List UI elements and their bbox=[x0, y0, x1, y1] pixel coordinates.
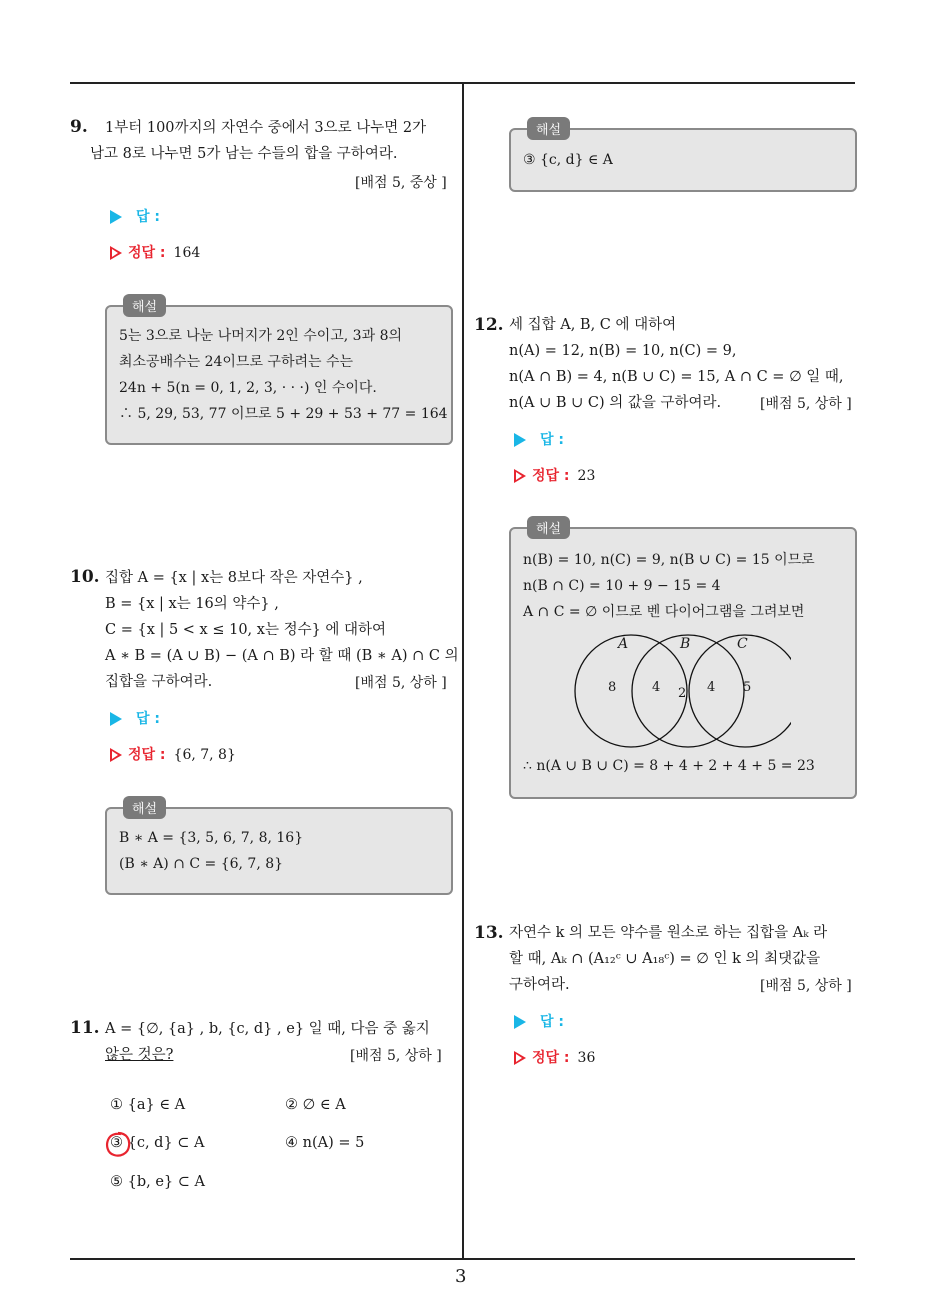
q10-number: 10. bbox=[70, 567, 100, 587]
q10-correct-value: {6, 7, 8} bbox=[173, 747, 236, 763]
q13-text-line3: 구하여라. bbox=[509, 977, 570, 993]
q13-correct-label: 정답 : bbox=[532, 1050, 570, 1066]
outline-triangle-icon bbox=[514, 469, 526, 483]
q11-text-line1: A = {∅, {a} , b, {c, d} , e} 일 때, 다음 중 옳지 bbox=[105, 1021, 430, 1037]
play-icon bbox=[514, 433, 526, 447]
q11-choice-2[interactable]: ② ∅ ∈ A bbox=[285, 1097, 346, 1113]
page-number: 3 bbox=[455, 1266, 467, 1287]
q10-sol-line: (B ∗ A) ∩ C = {6, 7, 8} bbox=[119, 856, 284, 872]
q12-sol-line: A ∩ C = ∅ 이므로 벤 다이어그램을 그려보면 bbox=[523, 604, 805, 620]
q9-sol-line: ∴ 5, 29, 53, 77 이므로 5 + 29 + 53 + 77 = 164 bbox=[119, 406, 448, 422]
outline-triangle-icon bbox=[110, 748, 122, 762]
q9-sol-line: 5는 3으로 나눈 나머지가 2인 수이고, 3과 8의 bbox=[119, 328, 402, 344]
venn-circle-a bbox=[575, 635, 687, 747]
q12-text-line3: n(A ∩ B) = 4, n(B ∪ C) = 15, A ∩ C = ∅ 일 때, bbox=[509, 369, 844, 385]
q10-sol-line: B ∗ A = {3, 5, 6, 7, 8, 16} bbox=[119, 830, 304, 846]
q12-sol-line: n(B ∩ C) = 10 + 9 − 15 = 4 bbox=[523, 578, 721, 594]
q13-correct-value: 36 bbox=[577, 1050, 596, 1066]
q11-solution-tag: 해설 bbox=[527, 117, 570, 140]
q9-correct-value: 164 bbox=[173, 245, 201, 261]
play-icon bbox=[110, 712, 122, 726]
q12-answer-label: 답 : bbox=[540, 432, 564, 448]
q10-correct-row bbox=[110, 744, 236, 764]
q12-solution-tag: 해설 bbox=[527, 516, 570, 539]
play-icon bbox=[514, 1015, 526, 1029]
column-divider bbox=[462, 83, 464, 1258]
q10-solution-tag: 해설 bbox=[123, 796, 166, 819]
q12-text-line1: 세 집합 A, B, C 에 대하여 bbox=[509, 317, 677, 333]
q12-sol-line: n(B) = 10, n(C) = 9, n(B ∪ C) = 15 이므로 bbox=[523, 552, 815, 568]
q10-text-line1: 집합 A = {x | x는 8보다 작은 자연수} , bbox=[105, 570, 363, 586]
q11-text-line2: 않은 것은? bbox=[105, 1047, 174, 1063]
q11-choice-5[interactable]: ⑤ {b, e} ⊂ A bbox=[110, 1174, 205, 1190]
q9-correct-label: 정답 : bbox=[128, 245, 166, 261]
q12-correct-label: 정답 : bbox=[532, 468, 570, 484]
q10-text-line3: C = {x | 5 < x ≤ 10, x는 정수} 에 대하여 bbox=[105, 622, 387, 638]
selected-answer-circle-icon bbox=[103, 1130, 133, 1160]
q11-choice-3[interactable]: ③ {c, d} ⊂ A bbox=[110, 1135, 205, 1151]
q13-answer-label: 답 : bbox=[540, 1014, 564, 1030]
venn-label-b: B bbox=[680, 636, 691, 652]
q13-text-line1: 자연수 k 의 모든 약수를 원소로 하는 집합을 Aₖ 라 bbox=[509, 925, 828, 941]
outline-triangle-icon bbox=[110, 246, 122, 260]
venn-region-ab: 4 bbox=[652, 680, 661, 695]
q13-number: 13. bbox=[474, 923, 504, 943]
q13-score: [배점 5, 상하 ] bbox=[760, 978, 852, 994]
q10-answer-row[interactable] bbox=[110, 708, 160, 728]
q10-text-line2: B = {x | x는 16의 약수} , bbox=[105, 596, 279, 612]
q9-number: 9. bbox=[70, 117, 88, 137]
q11-number: 11. bbox=[70, 1018, 100, 1038]
q12-text-line4: n(A ∪ B ∪ C) 의 값을 구하여라. bbox=[509, 395, 722, 411]
venn-region-b-only: 2 bbox=[678, 686, 687, 701]
play-icon bbox=[110, 210, 122, 224]
venn-region-bc: 4 bbox=[707, 680, 716, 695]
q9-sol-line: 최소공배수는 24이므로 구하려는 수는 bbox=[119, 354, 354, 370]
q12-correct-value: 23 bbox=[577, 468, 596, 484]
q9-answer-row[interactable] bbox=[110, 206, 160, 226]
q12-solution-box bbox=[509, 522, 857, 799]
venn-label-a: A bbox=[618, 636, 629, 652]
outline-triangle-icon bbox=[514, 1051, 526, 1065]
q9-solution-tag: 해설 bbox=[123, 294, 166, 317]
venn-region-c-only: 5 bbox=[743, 680, 752, 695]
q10-answer-label: 답 : bbox=[136, 711, 160, 727]
q11-choice-1[interactable]: ① {a} ∈ A bbox=[110, 1097, 186, 1113]
q12-score: [배점 5, 상하 ] bbox=[760, 396, 852, 412]
q10-text-line4: A ∗ B = (A ∪ B) − (A ∩ B) 라 할 때 (B ∗ A) ∩ C 의 bbox=[105, 648, 459, 664]
q10-text-line5: 집합을 구하여라. bbox=[105, 674, 213, 690]
bottom-rule bbox=[70, 1258, 855, 1260]
venn-region-a-only: 8 bbox=[608, 680, 617, 695]
q11-choice-4[interactable]: ④ n(A) = 5 bbox=[285, 1135, 365, 1151]
q12-text-line2: n(A) = 12, n(B) = 10, n(C) = 9, bbox=[509, 343, 737, 359]
q13-text-line2: 할 때, Aₖ ∩ (A₁₂ᶜ ∪ A₁₈ᶜ) = ∅ 인 k 의 최댓값을 bbox=[509, 951, 821, 967]
q13-correct-row bbox=[514, 1047, 595, 1067]
q9-score: [배점 5, 중상 ] bbox=[355, 175, 447, 191]
q13-answer-row[interactable] bbox=[514, 1011, 564, 1031]
q10-solution-box bbox=[105, 802, 453, 895]
q10-correct-label: 정답 : bbox=[128, 747, 166, 763]
q11-solution-box bbox=[509, 123, 857, 192]
venn-label-c: C bbox=[737, 636, 748, 652]
q11-sol-line: ③ {c, d} ∈ A bbox=[523, 152, 613, 168]
q12-answer-row[interactable] bbox=[514, 429, 564, 449]
q12-correct-row bbox=[514, 465, 595, 485]
q12-sol-final: ∴ n(A ∪ B ∪ C) = 8 + 4 + 2 + 4 + 5 = 23 bbox=[523, 758, 815, 774]
q9-solution-box bbox=[105, 300, 453, 445]
q11-score: [배점 5, 상하 ] bbox=[350, 1048, 442, 1064]
q12-number: 12. bbox=[474, 315, 504, 335]
q9-correct-row bbox=[110, 242, 200, 262]
q10-score: [배점 5, 상하 ] bbox=[355, 675, 447, 691]
q9-text-line2: 남고 8로 나누면 5가 남는 수들의 합을 구하여라. bbox=[90, 146, 398, 162]
q9-sol-line: 24n + 5(n = 0, 1, 2, 3, · · ·) 인 수이다. bbox=[119, 380, 377, 396]
q9-text-line1: 1부터 100까지의 자연수 중에서 3으로 나누면 2가 bbox=[105, 120, 427, 136]
q9-answer-label: 답 : bbox=[136, 209, 160, 225]
